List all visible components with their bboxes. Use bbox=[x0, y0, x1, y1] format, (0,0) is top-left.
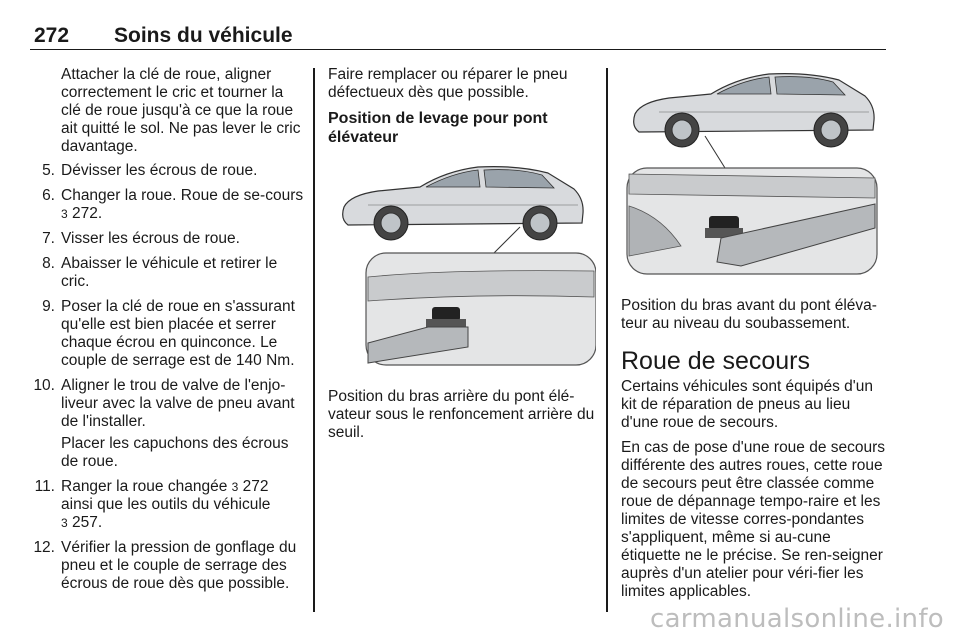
list-item: 6. Changer la roue. Roue de se-cours 3 272. bbox=[42, 187, 304, 222]
page-reference[interactable]: 272 bbox=[238, 478, 269, 495]
figure-caption: Position du bras avant du pont éléva-teur au niveau du soubassement. bbox=[621, 297, 877, 332]
page-number: 272 bbox=[34, 24, 70, 47]
front-lift-point-illustration bbox=[621, 66, 889, 281]
intro-paragraph: Attacher la clé de roue, aligner correctement le cric et tourner la clé de roue jusqu'à ce que la roue ait quitté le sol. Ne pas lever le cric davantage. bbox=[61, 66, 301, 155]
sub-paragraph: Placer les capuchons des écrous de roue. bbox=[61, 435, 289, 470]
page-reference[interactable]: 257. bbox=[67, 514, 103, 531]
list-item: 12. Vérifier la pression de gonflage du pneu et le couple de serrage des écrous de roue dès que possible. bbox=[33, 539, 297, 592]
column-1 bbox=[26, 66, 304, 600]
column-2 bbox=[328, 66, 596, 442]
page-reference[interactable]: 272. bbox=[67, 205, 103, 222]
list-item: 10. Aligner le trou de valve de l'enjo-liveur avec la valve de pneu avant de l'installer. bbox=[33, 377, 295, 430]
list-item: 9. Poser la clé de roue en s'assurant qu'elle est bien placée et serrer chaque écrou en quinconce. Le couple de serrage est de 140 Nm. bbox=[42, 298, 295, 369]
page-header bbox=[30, 24, 886, 50]
page-reference-icon: 3 bbox=[61, 516, 68, 530]
car-rear-lift-svg bbox=[328, 157, 596, 371]
page-title: Soins du véhicule bbox=[114, 24, 293, 47]
list-item: 5. Dévisser les écrous de roue. bbox=[42, 162, 258, 179]
list-item: 11. Ranger la roue changée 3 272 ainsi que les outils du véhicule 3 257. bbox=[34, 478, 271, 531]
paragraph: En cas de pose d'une roue de secours différente des autres roues, cette roue de secours peut être classée comme roue de dépannage tempo-raire et les limites de vitesse corres-pondantes s'appliquent, même si au-cune étiquette ne le précise. Se ren-seigner auprès d'un atelier pour véri-fier les limites applicables. bbox=[621, 439, 886, 600]
section-heading: Position de levage pour pont élévateur bbox=[328, 110, 548, 146]
column-divider-1 bbox=[313, 68, 315, 612]
column-3 bbox=[621, 66, 889, 608]
section-heading-spare-wheel: Roue de secours bbox=[621, 347, 811, 375]
list-item: 7. Visser les écrous de roue. bbox=[42, 230, 240, 247]
paragraph: Faire remplacer ou réparer le pneu défectueux dès que possible. bbox=[328, 66, 568, 101]
figure-caption: Position du bras arrière du pont élé-vateur sous le renfoncement arrière du seuil. bbox=[328, 388, 595, 441]
page-reference-icon: 3 bbox=[61, 207, 68, 221]
paragraph: Certains véhicules sont équipés d'un kit de réparation de pneus au lieu d'une roue de secours. bbox=[621, 378, 873, 431]
car-front-lift-svg bbox=[621, 66, 889, 276]
list-item: 8. Abaisser le véhicule et retirer le cric. bbox=[42, 255, 278, 290]
column-divider-2 bbox=[606, 68, 608, 612]
page-reference-icon: 3 bbox=[231, 480, 239, 494]
watermark: carmanualsonline.info bbox=[649, 604, 944, 634]
rear-lift-point-illustration bbox=[328, 157, 596, 376]
